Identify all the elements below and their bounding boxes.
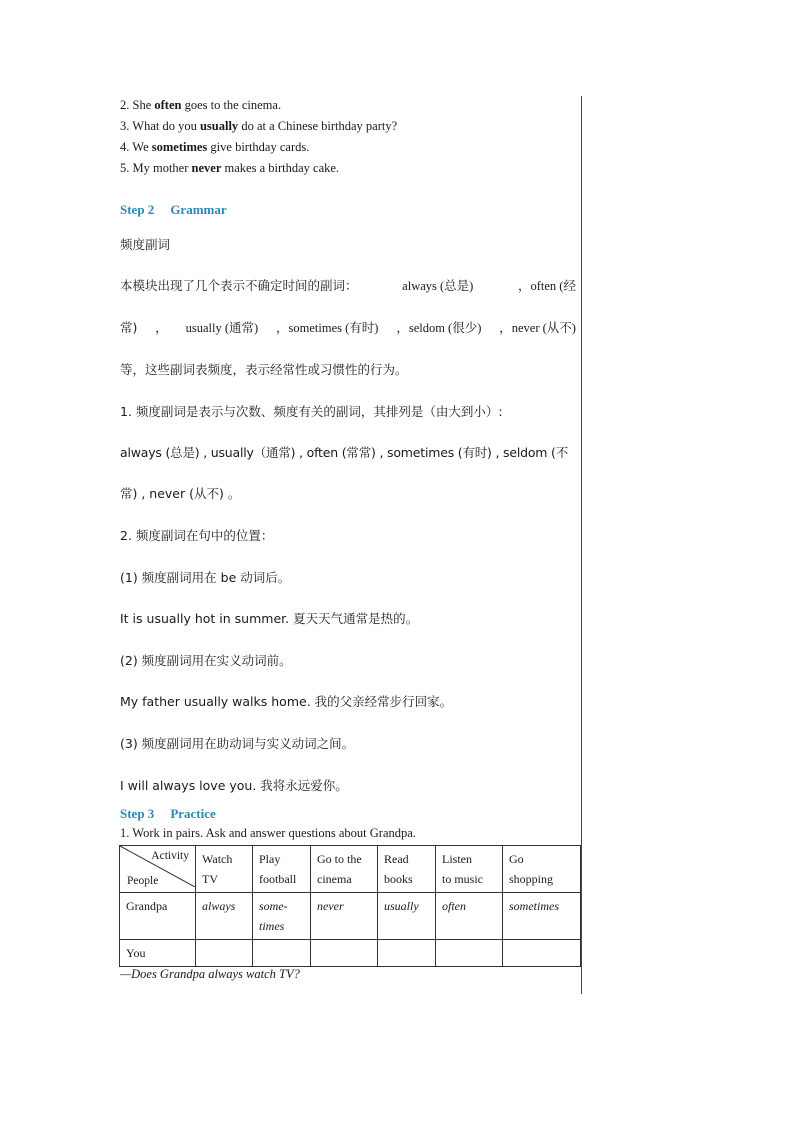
grammar-heading: 频度副词 (120, 237, 171, 252)
example2: My father usually walks home. 我的父亲经常步行回家。 (120, 694, 453, 709)
table-row (120, 940, 581, 967)
corner-people: People (127, 875, 159, 887)
point2: 2. 频度副词在句中的位置： (120, 528, 274, 543)
header-cell: Listen to music (436, 846, 503, 893)
step2-heading: Step 2 Grammar (120, 202, 227, 217)
header-cell: Watch TV (196, 846, 253, 893)
rule3: (3) 频度副词用在助动词与实义动词之间。 (120, 736, 355, 751)
person-cell: Grandpa (120, 893, 196, 940)
sentence-3: 3. What do you usually do at a Chinese birthday party? (120, 119, 398, 133)
answer-input-cell[interactable] (311, 940, 378, 967)
answer-cell: always (196, 893, 253, 940)
rule2: (2) 频度副词用在实义动词前。 (120, 653, 292, 668)
answer-input-cell[interactable] (196, 940, 253, 967)
corner-activity: Activity (151, 850, 189, 862)
practice-instruction: 1. Work in pairs. Ask and answer questions about Grandpa. (120, 826, 416, 840)
step3-heading: Step 3 Practice (120, 806, 216, 821)
corner-cell (120, 846, 196, 893)
answer-input-cell[interactable] (378, 940, 436, 967)
point1-line2: always (总是) , usually（通常) , often (常常) , sometimes (有时) , seldom (不 (120, 445, 569, 460)
sentence-4: 4. We sometimes give birthday cards. (120, 140, 310, 154)
grammar-intro-line3: 等，这些副词表频度，表示经常性或习惯性的行为。 (120, 362, 408, 377)
sentence-5: 5. My mother never makes a birthday cake. (120, 161, 340, 175)
grammar-intro-line2: 常) ， usually (通常) ，sometimes (有时) ，seldom (很少) ，never (从不) (120, 320, 576, 335)
answer-cell: some- times (253, 893, 311, 940)
point1-line3: 常) , never (从不) 。 (120, 486, 241, 501)
margin-rule (581, 96, 582, 994)
header-cell: Read books (378, 846, 436, 893)
rule1: (1) 频度副词用在 be 动词后。 (120, 570, 291, 585)
table-row (120, 893, 581, 940)
answer-input-cell[interactable] (436, 940, 503, 967)
answer-cell: never (311, 893, 378, 940)
dialogue-line: —Does Grandpa always watch TV? (120, 967, 300, 981)
practice-table (119, 845, 581, 967)
header-cell: Go shopping (503, 846, 581, 893)
header-cell: Go to the cinema (311, 846, 378, 893)
answer-cell: sometimes (503, 893, 581, 940)
answer-input-cell[interactable] (253, 940, 311, 967)
header-cell: Play football (253, 846, 311, 893)
answer-cell: often (436, 893, 503, 940)
point1-line1: 1. 频度副词是表示与次数、频度有关的副词，其排列是（由大到小）: (120, 404, 503, 419)
sentence-2: 2. She often goes to the cinema. (120, 98, 282, 112)
example1: It is usually hot in summer. 夏天天气通常是热的。 (120, 611, 419, 626)
table-header-row (120, 846, 581, 893)
answer-input-cell[interactable] (503, 940, 581, 967)
grammar-intro-line1: 本模块出现了几个表示不确定时间的副词： always (总是) ，often (经 (120, 278, 576, 293)
example3: I will always love you. 我将永远爱你。 (120, 778, 348, 793)
answer-cell: usually (378, 893, 436, 940)
person-cell: You (120, 940, 196, 967)
